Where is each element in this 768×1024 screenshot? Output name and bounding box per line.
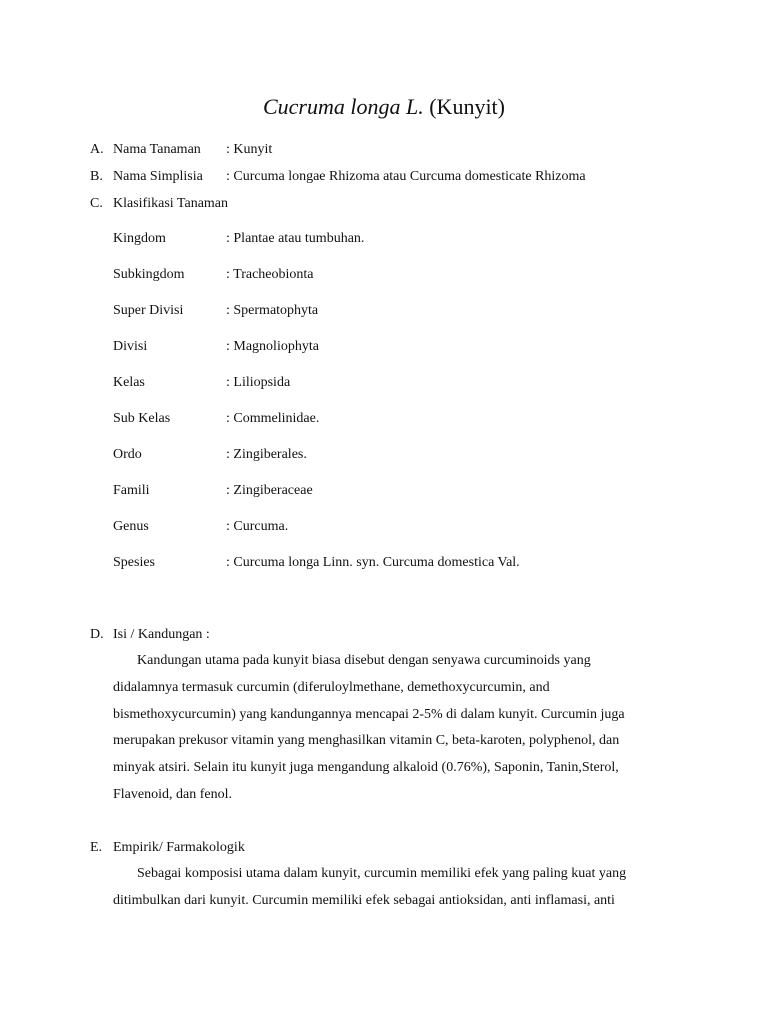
paragraph-line: Sebagai komposisi utama dalam kunyit, curcumin memiliki efek yang paling kuat yang xyxy=(137,866,627,881)
classification-value: : Tracheobionta xyxy=(226,267,314,282)
section-label: Empirik/ Farmakologik xyxy=(113,840,245,855)
title-common-name: (Kunyit) xyxy=(423,94,505,119)
classification-row-kingdom xyxy=(113,230,365,248)
classification-row-sub-kelas xyxy=(113,410,320,428)
classification-rank: Ordo xyxy=(113,447,142,462)
paragraph-line: didalamnya termasuk curcumin (diferuloylmethane, demethoxycurcumin, and xyxy=(113,679,550,695)
classification-row-genus xyxy=(113,518,289,536)
classification-rank: Super Divisi xyxy=(113,303,184,318)
classification-value: : Zingiberales. xyxy=(226,447,307,462)
paragraph-line: Kandungan utama pada kunyit biasa disebut dengan senyawa curcuminoids yang xyxy=(137,653,591,668)
classification-rank: Sub Kelas xyxy=(113,411,171,426)
classification-value: : Commelinidae. xyxy=(226,411,320,426)
paragraph-line: ditimbulkan dari kunyit. Curcumin memiliki efek sebagai antioksidan, anti inflamasi, anti xyxy=(113,892,615,908)
section-letter: B. xyxy=(90,169,103,184)
paragraph-line: minyak atsiri. Selain itu kunyit juga mengandung alkaloid (0.76%), Saponin, Tanin,Sterol, xyxy=(113,760,619,776)
classification-row-super-divisi xyxy=(113,302,319,320)
classification-row-spesies xyxy=(113,554,520,572)
section-letter: A. xyxy=(90,142,104,157)
classification-value: : Curcuma longa Linn. syn. Curcuma domestica Val. xyxy=(226,555,520,570)
page-title xyxy=(0,92,768,122)
classification-value: : Zingiberaceae xyxy=(226,483,313,498)
paragraph-line: Flavenoid, dan fenol. xyxy=(113,786,232,802)
section-label: Klasifikasi Tanaman xyxy=(113,196,229,211)
classification-row-divisi xyxy=(113,338,319,356)
classification-value: : Spermatophyta xyxy=(226,303,319,318)
farmakologik-paragraph xyxy=(113,861,673,915)
section-value: : Kunyit xyxy=(226,142,273,157)
section-letter: D. xyxy=(90,627,104,642)
classification-rank: Famili xyxy=(113,483,150,498)
classification-rank: Divisi xyxy=(113,339,148,354)
classification-rank: Spesies xyxy=(113,555,155,570)
classification-rank: Subkingdom xyxy=(113,267,185,282)
paragraph-line: merupakan prekusor vitamin yang menghasilkan vitamin C, beta-karoten, polyphenol, dan xyxy=(113,733,620,749)
section-label: Isi / Kandungan : xyxy=(113,627,210,642)
classification-row-kelas xyxy=(113,374,291,392)
title-scientific-name: Cucruma longa L. xyxy=(262,94,424,119)
classification-row-ordo xyxy=(113,446,307,464)
classification-value: : Liliopsida xyxy=(226,375,291,390)
section-label: Nama Simplisia xyxy=(113,169,203,184)
section-label: Nama Tanaman xyxy=(113,142,201,157)
classification-rank: Genus xyxy=(113,519,149,534)
section-letter: C. xyxy=(90,196,103,211)
classification-rank: Kelas xyxy=(113,375,145,390)
section-value: : Curcuma longae Rhizoma atau Curcuma domesticate Rhizoma xyxy=(226,169,586,184)
classification-value: : Curcuma. xyxy=(226,519,289,534)
classification-value: : Plantae atau tumbuhan. xyxy=(226,231,365,246)
section-letter: E. xyxy=(90,840,103,855)
paragraph-line: bismethoxycurcumin) yang kandungannya mencapai 2-5% di dalam kunyit. Curcumin juga xyxy=(113,706,625,722)
classification-rank: Kingdom xyxy=(113,231,166,246)
kandungan-paragraph xyxy=(113,648,673,809)
classification-row-subkingdom xyxy=(113,266,314,284)
classification-row-famili xyxy=(113,482,313,500)
classification-value: : Magnoliophyta xyxy=(226,339,319,354)
